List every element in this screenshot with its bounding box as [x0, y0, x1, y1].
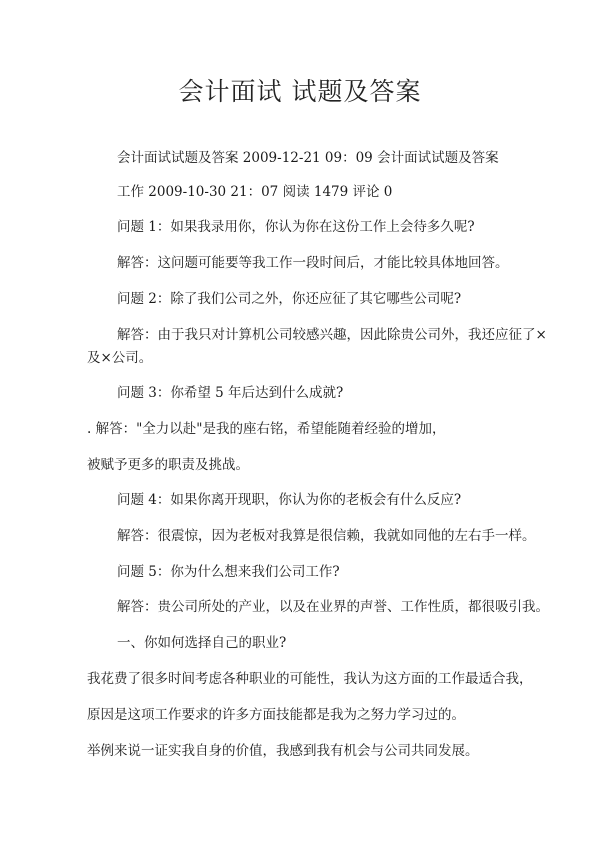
paragraph-line: 原因是这项工作要求的许多方面技能都是我为之努力学习过的。: [87, 707, 465, 723]
paragraph-line: 会计面试试题及答案 2009-12-21 09：09 会计面试试题及答案: [117, 150, 499, 166]
paragraph-line: 工作 2009-10-30 21：07 阅读 1479 评论 0: [117, 184, 393, 200]
paragraph-line: 解答：很震惊，因为老板对我算是很信赖，我就如同他的左右手一样。: [117, 528, 536, 544]
paragraph-line: 我花费了很多时间考虑各种职业的可能性，我认为这方面的工作最适合我，: [87, 671, 533, 687]
paragraph-line: . 解答："全力以赴"是我的座右铭，希望能随着经验的增加，: [87, 421, 446, 437]
paragraph-line: 解答：贵公司所处的产业，以及在业界的声誉、工作性质，都很吸引我。: [117, 599, 549, 615]
paragraph-line: 问题 3：你希望 5 年后达到什么成就?: [117, 385, 344, 401]
document-title: 会计面试 试题及答案: [178, 77, 422, 106]
paragraph-line: 问题 1：如果我录用你，你认为你在这份工作上会待多久呢?: [117, 219, 475, 235]
paragraph-line: 解答：这问题可能要等我工作一段时间后，才能比较具体地回答。: [117, 255, 509, 271]
paragraph-line: 被赋予更多的职责及挑战。: [87, 457, 249, 473]
paragraph-line: 一、你如何选择自己的职业?: [117, 635, 287, 651]
paragraph-line: 举例来说一证实我自身的价值，我感到我有机会与公司共同发展。: [87, 743, 479, 759]
paragraph-line: 解答：由于我只对计算机公司较感兴趣，因此除贵公司外，我还应征了×: [117, 327, 547, 343]
paragraph-line: 问题 2：除了我们公司之外，你还应征了其它哪些公司呢?: [117, 291, 462, 307]
paragraph-line: 问题 5：你为什么想来我们公司工作?: [117, 564, 340, 580]
paragraph-line: 及×公司。: [87, 350, 153, 366]
paragraph-line: 问题 4：如果你离开现职，你认为你的老板会有什么反应?: [117, 492, 462, 508]
